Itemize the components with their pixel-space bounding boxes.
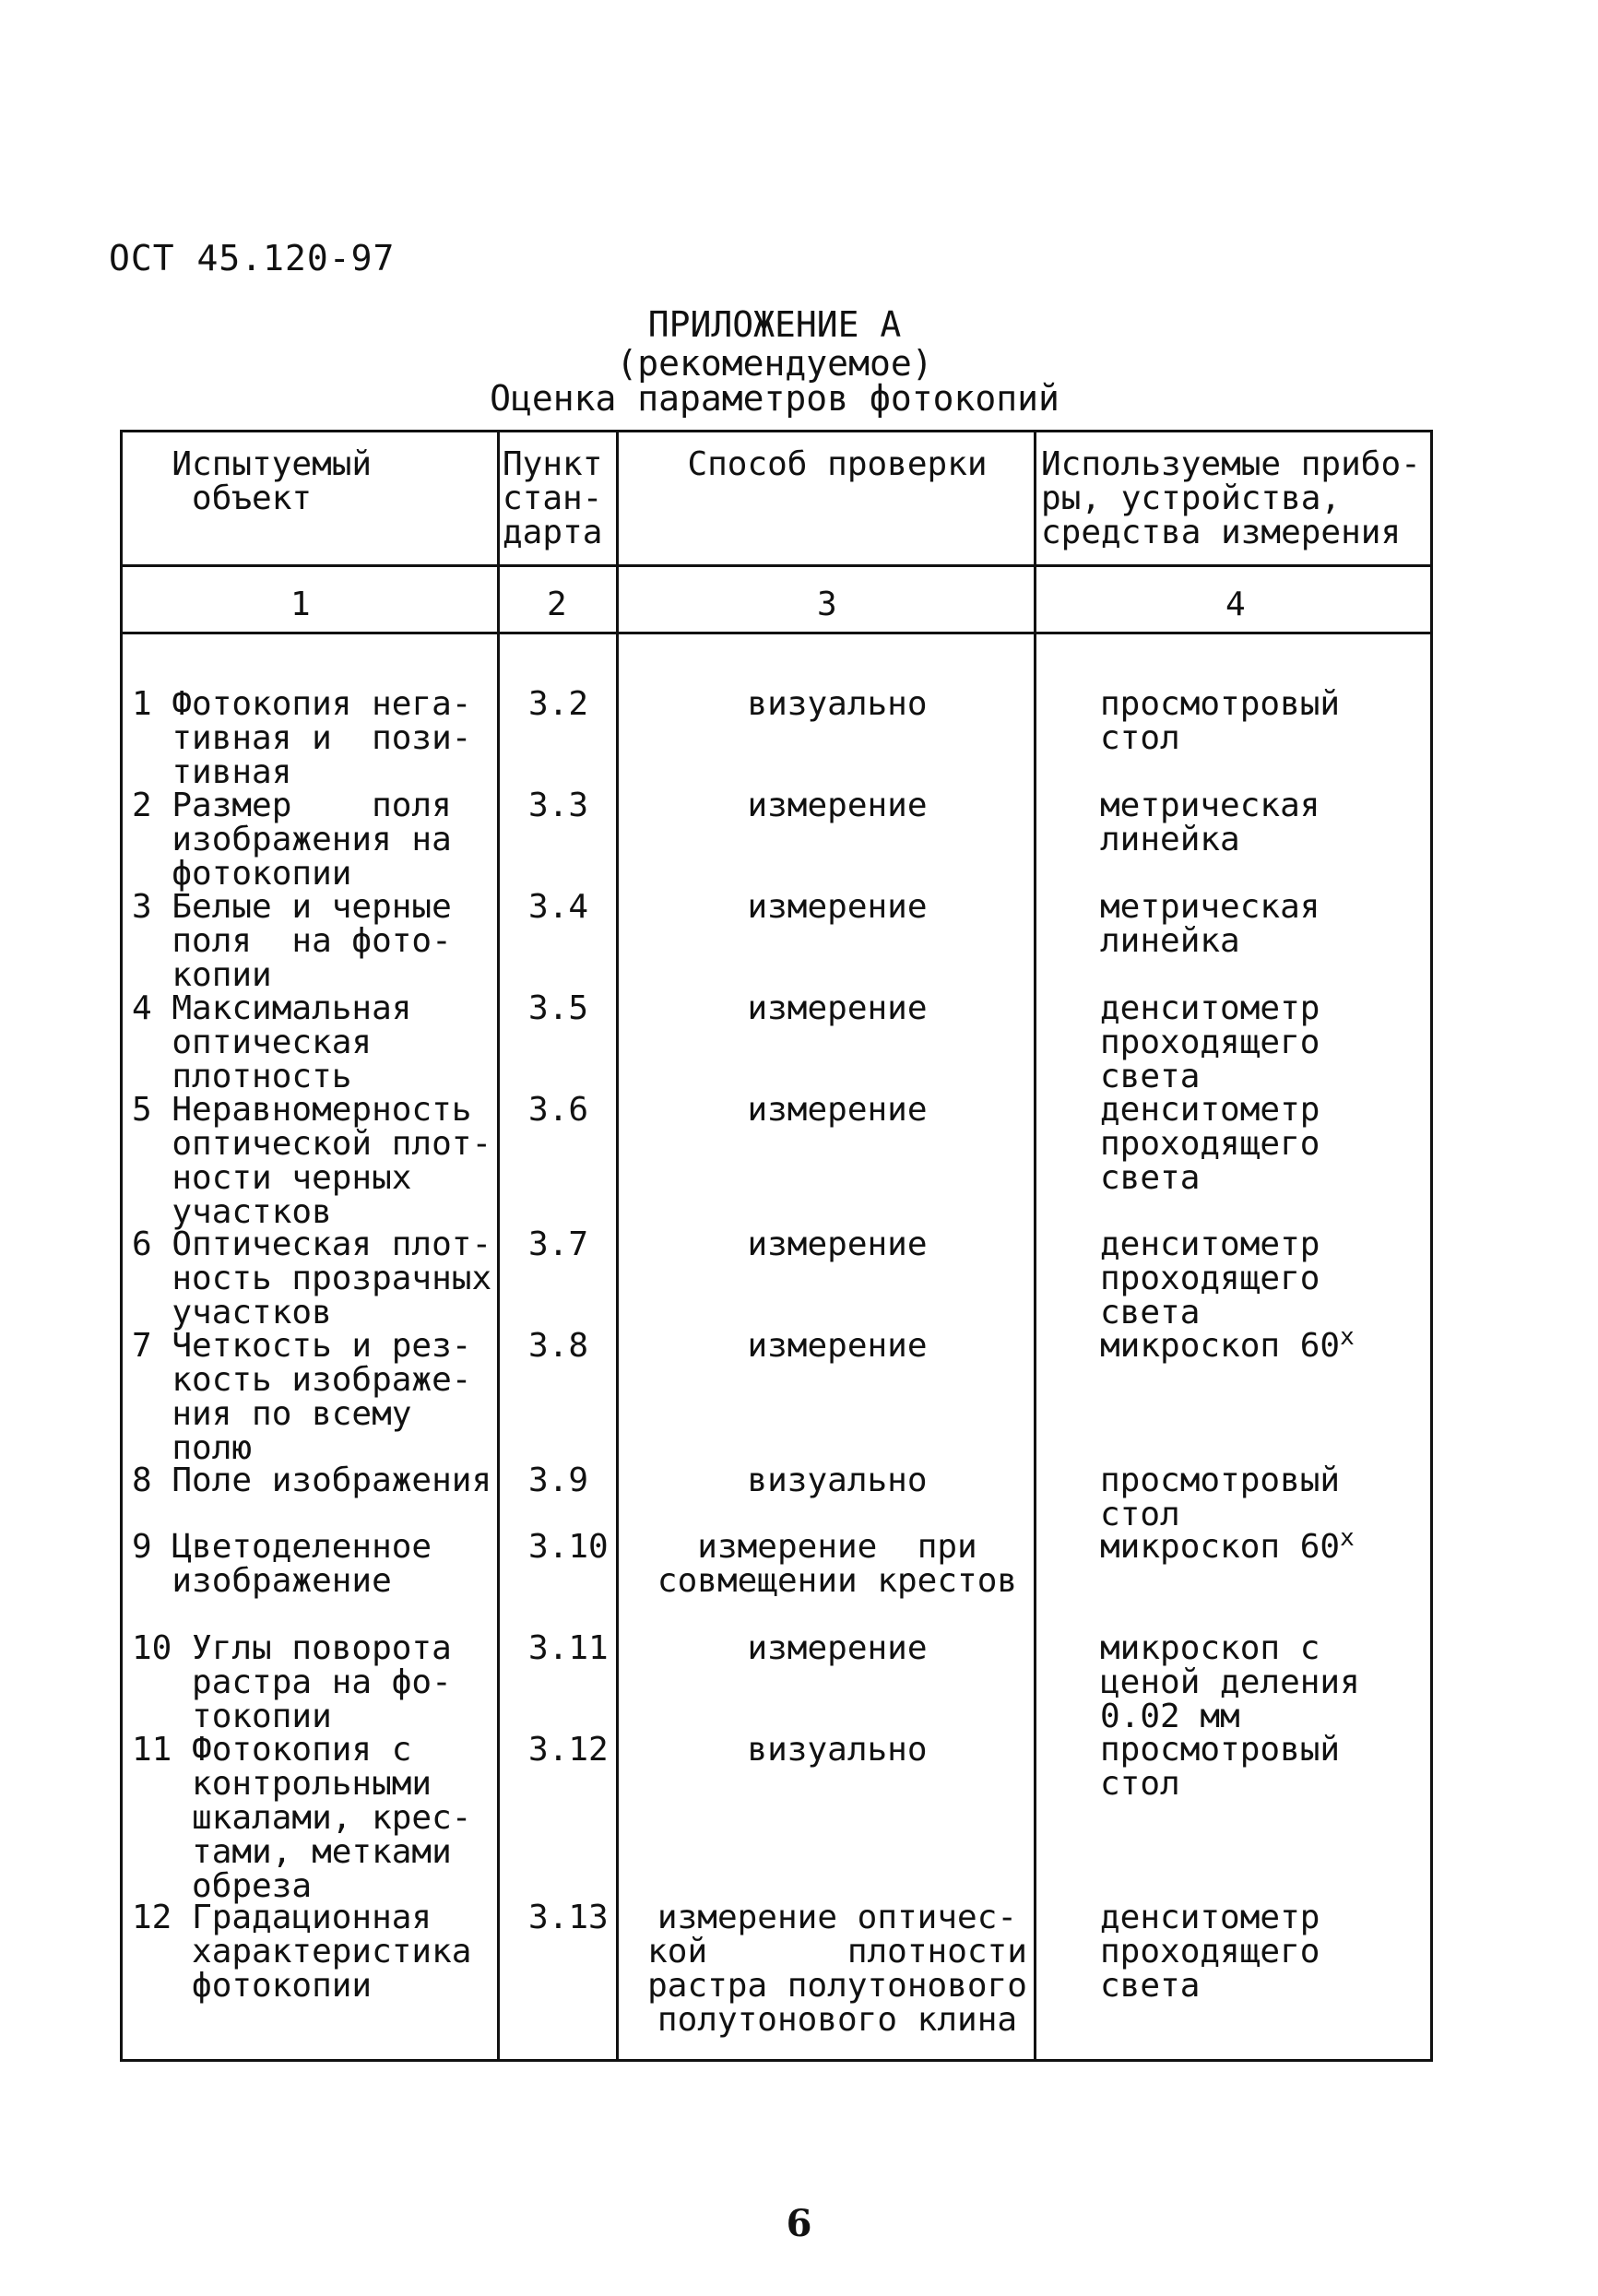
appendix-type: (рекомендуемое) [616, 343, 933, 384]
row-method: визуально [747, 1462, 928, 1499]
row-clause: 3.11 [528, 1629, 609, 1667]
row-method: визуально [747, 1731, 928, 1769]
header-tested-object: Испытуемый объект [172, 445, 373, 517]
row-object: 1 Фотокопия нега- тивная и пози- тивная [132, 685, 472, 791]
column-number: 2 [547, 586, 567, 623]
row-clause: 3.13 [528, 1899, 609, 1936]
row-instrument: просмотровый стол [1100, 685, 1341, 757]
column-number: 3 [817, 586, 837, 623]
row-clause: 3.5 [528, 989, 589, 1027]
row-instrument: микроскоп с ценой деления 0.02 мм [1100, 1629, 1360, 1735]
row-clause: 3.10 [528, 1528, 609, 1566]
row-instrument: метрическая линейка [1100, 888, 1320, 960]
row-object: 11 Фотокопия с контрольными шкалами, крес- тами, метками обреза [132, 1731, 472, 1905]
table-title: Оценка параметров фотокопий [490, 378, 1059, 419]
row-object: 6 Оптическая плот- ность прозрачных участков [132, 1225, 492, 1331]
row-method: визуально [747, 685, 928, 723]
row-object: 7 Четкость и рез- кость изображе- ния по всему полю [132, 1327, 472, 1467]
header-test-method: Способ проверки [687, 445, 988, 483]
row-method: измерение [747, 1091, 928, 1129]
header-standard-clause: Пункт стан- дарта [503, 445, 603, 551]
row-clause: 3.8 [528, 1327, 589, 1365]
column-divider [616, 432, 619, 2059]
appendix-title: ПРИЛОЖЕНИЕ А [647, 304, 902, 345]
row-instrument: микроскоп 60$^x$ [1100, 1524, 1355, 1566]
row-instrument: просмотровый стол [1100, 1731, 1341, 1803]
column-number-divider [123, 632, 1430, 634]
row-instrument: денситометр проходящего света [1100, 1225, 1320, 1331]
page-number: 6 [786, 2202, 812, 2245]
column-divider [497, 432, 500, 2059]
row-object: 2 Размер поля изображения на фотокопии [132, 787, 452, 893]
row-method: измерение [747, 1629, 928, 1667]
row-method: измерение при совмещении крестов [657, 1528, 1018, 1600]
row-method: измерение [747, 787, 928, 824]
row-method: измерение [747, 1327, 928, 1365]
row-object: 10 Углы поворота растра на фо- токопии [132, 1629, 452, 1735]
row-method: измерение [747, 989, 928, 1027]
row-clause: 3.3 [528, 787, 589, 824]
row-instrument: денситометр проходящего света [1100, 989, 1320, 1095]
row-instrument: метрическая линейка [1100, 787, 1320, 858]
row-instrument: микроскоп 60$^x$ [1100, 1323, 1355, 1365]
row-clause: 3.2 [528, 685, 589, 723]
row-instrument: денситометр проходящего света [1100, 1899, 1320, 2005]
header-divider [123, 564, 1430, 567]
row-method: измерение [747, 888, 928, 926]
row-clause: 3.9 [528, 1462, 589, 1499]
row-object: 4 Максимальная оптическая плотность [132, 989, 412, 1095]
row-object: 9 Цветоделенное изображение [132, 1528, 432, 1600]
superscript-mark: x [1340, 1323, 1355, 1351]
column-number: 4 [1225, 586, 1246, 623]
row-object: 8 Поле изображения [132, 1462, 492, 1499]
superscript-mark: x [1340, 1524, 1355, 1552]
row-method: измерение оптичес- кой плотности растра полутонового полутонового клина [647, 1899, 1027, 2039]
row-clause: 3.6 [528, 1091, 589, 1129]
document-code: ОСТ 45.120-97 [109, 238, 396, 278]
row-object: 12 Градационная характеристика фотокопии [132, 1899, 472, 2005]
row-instrument: просмотровый стол [1100, 1462, 1341, 1533]
row-instrument: денситометр проходящего света [1100, 1091, 1320, 1197]
row-method: измерение [747, 1225, 928, 1263]
row-object: 3 Белые и черные поля на фото- копии [132, 888, 452, 994]
row-clause: 3.7 [528, 1225, 589, 1263]
row-object: 5 Неравномерность оптической плот- ности черных участков [132, 1091, 492, 1231]
parameters-table [120, 430, 1433, 2062]
column-number: 1 [290, 586, 311, 623]
header-instruments: Используемые прибо- ры, устройства, средства измерения [1041, 445, 1421, 551]
row-clause: 3.12 [528, 1731, 609, 1769]
row-clause: 3.4 [528, 888, 589, 926]
